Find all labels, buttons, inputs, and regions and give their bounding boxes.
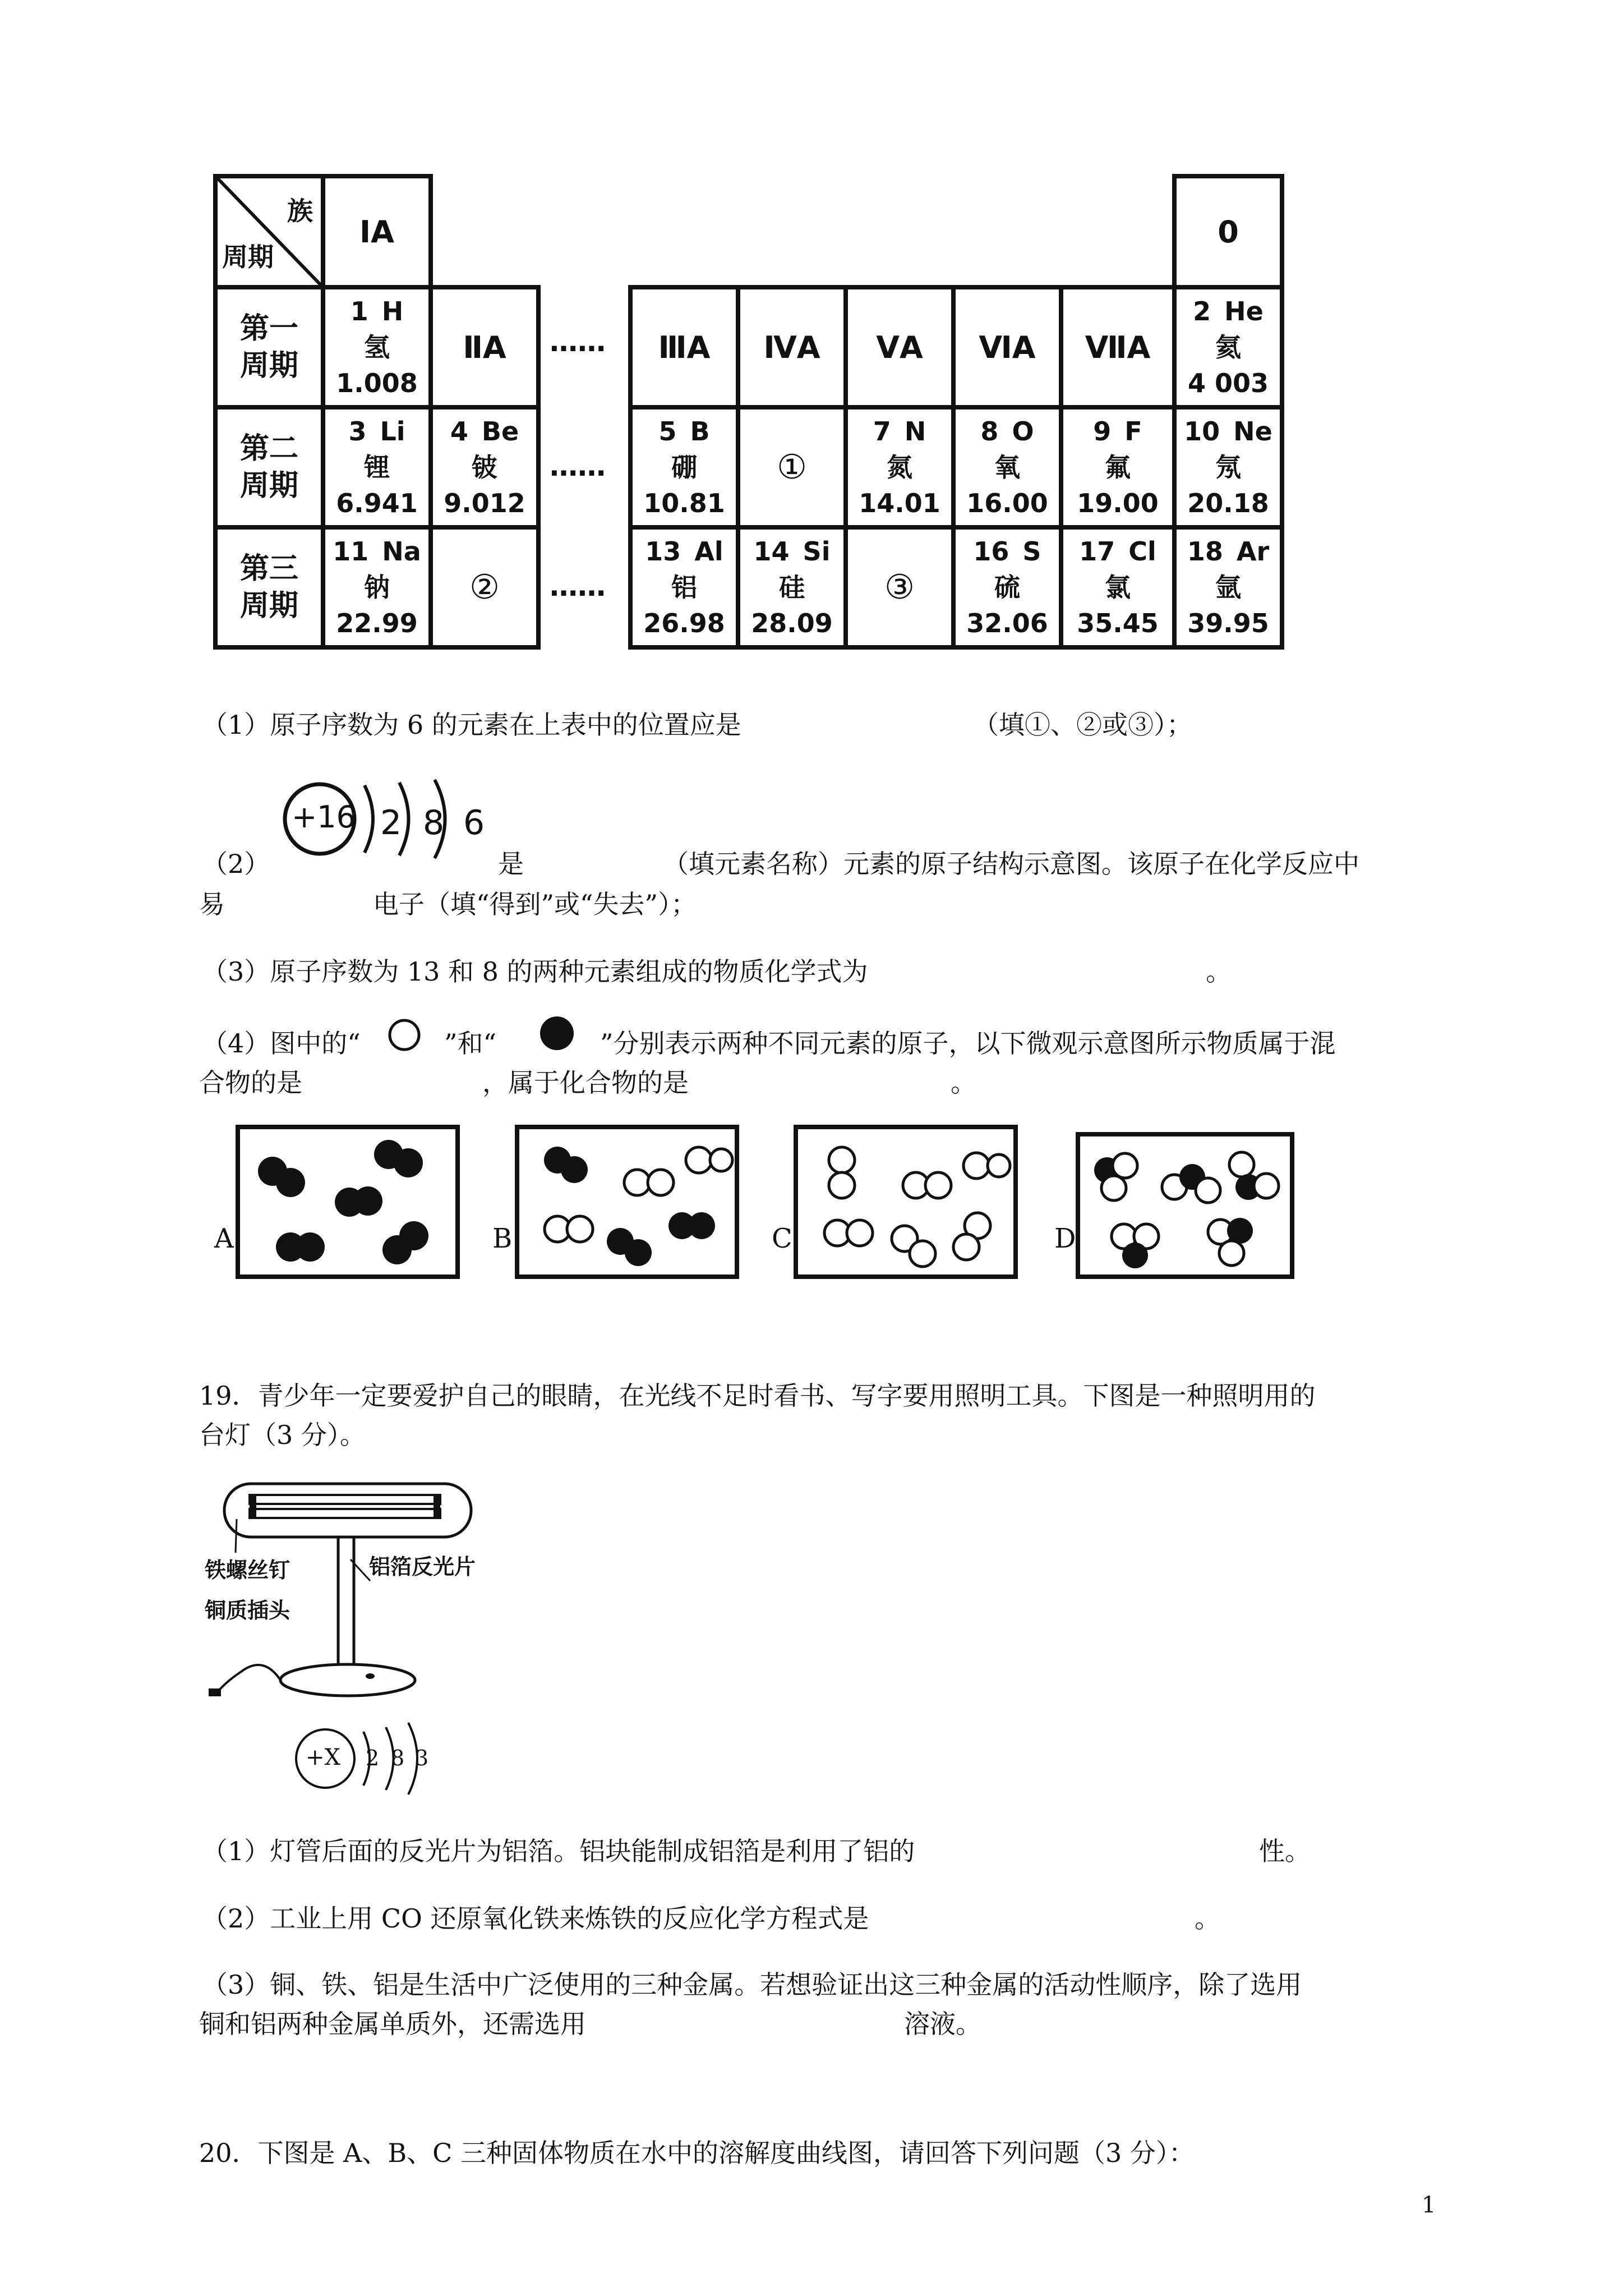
q18-p2-line2-a: 易 xyxy=(199,889,225,919)
q18-p4-line2-b: ，属于化合物的是 xyxy=(482,1068,689,1098)
blank-position-2: ② xyxy=(428,525,541,650)
element-Be: 4 Be 铍 9.012 xyxy=(428,405,541,530)
group-IIIA: ⅢA xyxy=(628,285,740,409)
q18-p3-tail: 。 xyxy=(1206,956,1232,987)
q19-p3-line2-b: 溶液。 xyxy=(904,2009,981,2039)
x-shell-3: 3 xyxy=(415,1746,429,1770)
ellipsis-row2: …… xyxy=(550,450,606,482)
element-Li: 3 Li 锂 6.941 xyxy=(321,405,433,530)
box-label-B: B xyxy=(492,1223,513,1254)
element-Cl: 17 Cl 氯 35.45 xyxy=(1059,525,1177,650)
ellipsis-row3: …… xyxy=(550,570,606,602)
blank-position-3: ③ xyxy=(843,525,956,650)
ellipsis-row1: …… xyxy=(550,325,606,358)
label-copper-plug: 铜质插头 xyxy=(205,1598,291,1623)
element-H: 1 H 氢 1.008 xyxy=(321,285,433,409)
molecule-box-D xyxy=(1076,1132,1294,1279)
q18-p1: （1）原子序数为 6 的元素在上表中的位置应是 xyxy=(202,710,741,740)
black-atom-icon xyxy=(537,1015,577,1051)
group-IIA: ⅡA xyxy=(428,285,541,409)
group-IA: ⅠA xyxy=(321,174,433,289)
page-number: 1 xyxy=(1422,2192,1436,2218)
sulfur-shell-1: 2 xyxy=(380,803,402,843)
element-He: 2 He 氦 4 003 xyxy=(1172,285,1284,409)
q18-p4-line2-c: 。 xyxy=(951,1068,976,1098)
period-1-label: 第一 周期 xyxy=(213,285,325,409)
q19-p1-tail: 性。 xyxy=(1259,1836,1311,1866)
element-Al: 13 Al 铝 26.98 xyxy=(628,525,740,650)
q19-p1: （1）灯管后面的反光片为铝箔。铝块能制成铝箔是利用了铝的 xyxy=(202,1836,915,1866)
white-atom-icon xyxy=(385,1018,424,1052)
sulfur-nucleus: +16 xyxy=(292,799,356,835)
period-2-label: 第二 周期 xyxy=(213,405,325,530)
label-iron-screw: 铁螺丝钉 xyxy=(205,1558,291,1582)
molecule-box-A xyxy=(236,1125,460,1279)
q18-p2-label: （2） xyxy=(202,849,270,879)
periodic-table xyxy=(213,174,1284,656)
element-S: 16 S 硫 32.06 xyxy=(951,525,1063,650)
element-F: 9 F 氟 19.00 xyxy=(1059,405,1177,530)
element-B: 5 B 硼 10.81 xyxy=(628,405,740,530)
element-Na: 11 Na 钠 22.99 xyxy=(321,525,433,650)
sulfur-shell-2: 8 xyxy=(423,803,445,843)
element-Ne: 10 Ne 氖 20.18 xyxy=(1172,405,1284,530)
corner-cell xyxy=(213,174,325,289)
q18-p2-tail: （填元素名称）元素的原子结构示意图。该原子在化学反应中 xyxy=(663,849,1359,879)
q19-p3-line1: （3）铜、铁、铝是生活中广泛使用的三种金属。若想验证出这三种金属的活动性顺序，除了选用 xyxy=(202,1970,1302,2000)
q18-p4-line2-a: 合物的是 xyxy=(199,1068,302,1098)
element-N: 7 N 氮 14.01 xyxy=(843,405,956,530)
q19-title-line1: 19．青少年一定要爱护自己的眼睛，在光线不足时看书、写字要用照明工具。下图是一种照明用的 xyxy=(199,1381,1316,1411)
q18-p3: （3）原子序数为 13 和 8 的两种元素组成的物质化学式为 xyxy=(202,956,868,987)
corner-top: 族 xyxy=(287,196,313,226)
molecule-box-C xyxy=(794,1125,1018,1279)
blank-position-1: ① xyxy=(736,405,848,530)
box-label-C: C xyxy=(772,1223,792,1254)
sulfur-shell-3: 6 xyxy=(463,803,485,843)
group-VA: ⅤA xyxy=(843,285,956,409)
element-Si: 14 Si 硅 28.09 xyxy=(736,525,848,650)
molecule-box-B xyxy=(515,1125,739,1279)
x-shell-1: 2 xyxy=(366,1746,380,1770)
q18-p2-line2-b: 电子（填“得到”或“失去”）； xyxy=(373,889,697,919)
q19-p3-line2-a: 铜和铝两种金属单质外，还需选用 xyxy=(199,2009,586,2039)
group-VIA: ⅥA xyxy=(951,285,1063,409)
box-label-D: D xyxy=(1054,1223,1076,1254)
group-IVA: ⅣA xyxy=(736,285,848,409)
group-0: 0 xyxy=(1172,174,1284,289)
element-O: 8 O 氧 16.00 xyxy=(951,405,1063,530)
q19-title-line2: 台灯（3 分）。 xyxy=(199,1420,366,1450)
q20-title: 20．下图是 A、B、C 三种固体物质在水中的溶解度曲线图，请回答下列问题（3 分）： xyxy=(199,2138,1195,2168)
q18-p1-tail: （填①、②或③）； xyxy=(973,710,1192,740)
q19-p2-tail: 。 xyxy=(1195,1903,1220,1934)
q18-p4-c: ”分别表示两种不同元素的原子，以下微观示意图所示物质属于混 xyxy=(600,1028,1336,1059)
group-VIIA: ⅦA xyxy=(1059,285,1177,409)
box-label-A: A xyxy=(214,1223,234,1254)
q18-p2-text: 是 xyxy=(498,849,524,879)
q18-p4-b: ”和“ xyxy=(444,1028,497,1059)
q19-p2: （2）工业上用 CO 还原氧化铁来炼铁的反应化学方程式是 xyxy=(202,1903,869,1934)
period-3-label: 第三 周期 xyxy=(213,525,325,650)
desk-lamp-illustration xyxy=(202,1470,494,1700)
x-nucleus: +X xyxy=(306,1745,340,1770)
x-shell-2: 8 xyxy=(391,1746,405,1770)
corner-bottom: 周期 xyxy=(222,242,274,272)
element-Ar: 18 Ar 氩 39.95 xyxy=(1172,525,1284,650)
q18-p4-a: （4）图中的“ xyxy=(202,1028,361,1059)
label-aluminum-foil: 铝箔反光片 xyxy=(369,1554,476,1579)
